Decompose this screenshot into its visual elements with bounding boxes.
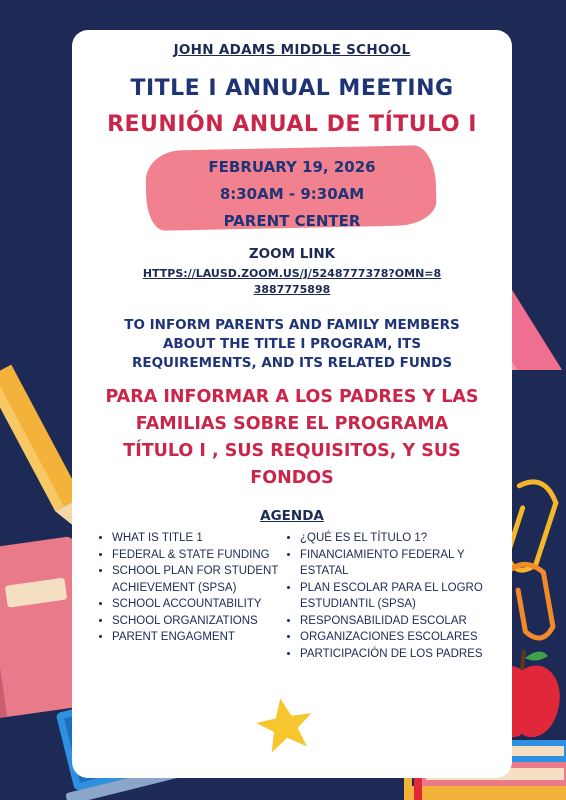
agenda-list-english <box>98 530 288 646</box>
list-item: • FINANCIAMIENTO FEDERAL Y ESTATAL <box>300 547 496 580</box>
list-item: • SCHOOL ACCOUNTABILITY <box>112 596 288 613</box>
zoom-link[interactable]: HTTPS://LAUSD.ZOOM.US/J/5248777378?OMN=83887775898 <box>142 267 442 296</box>
event-time: 8:30AM - 9:30AM <box>219 185 365 203</box>
list-item: • PARTICIPACIÓN DE LOS PADRES <box>300 646 496 663</box>
agenda-heading: AGENDA <box>260 508 324 524</box>
meeting-title-spanish: REUNIÓN ANUAL DE TÍTULO I <box>107 112 477 137</box>
list-item: • PARENT ENGAGMENT <box>112 629 288 646</box>
purpose-english: TO INFORM PARENTS AND FAMILY MEMBERS ABOUT THE TITLE I PROGRAM, ITS REQUIREMENTS, AND ITS RELATED FUNDS <box>124 317 460 371</box>
list-item: • FEDERAL & STATE FUNDING <box>112 547 288 564</box>
flyer-card <box>72 30 512 778</box>
list-item: • ¿QUÉ ES EL TÍTULO 1? <box>300 530 496 547</box>
event-location: PARENT CENTER <box>223 212 361 230</box>
list-item: • SCHOOL ORGANIZATIONS <box>112 613 288 630</box>
purpose-spanish: PARA INFORMAR A LOS PADRES Y LAS FAMILIAS SOBRE EL PROGRAMA TÍTULO I , SUS REQUISITOS, Y SUS FONDOS <box>105 387 479 488</box>
list-item: • SCHOOL PLAN FOR STUDENT ACHIEVEMENT (SPSA) <box>112 563 288 596</box>
list-item: • ORGANIZACIONES ESCOLARES <box>300 629 496 646</box>
event-details <box>72 154 512 235</box>
zoom-label: ZOOM LINK <box>248 246 336 262</box>
list-item: • PLAN ESCOLAR PARA EL LOGRO ESTUDIANTIL (SPSA) <box>300 580 496 613</box>
event-date: FEBRUARY 19, 2026 <box>208 158 376 176</box>
star-icon <box>250 690 320 760</box>
school-name: JOHN ADAMS MIDDLE SCHOOL <box>173 42 411 58</box>
agenda-list-spanish <box>286 530 496 662</box>
list-item: • RESPONSABILIDAD ESCOLAR <box>300 613 496 630</box>
meeting-title-english: TITLE I ANNUAL MEETING <box>130 76 454 101</box>
list-item: • WHAT IS TITLE 1 <box>112 530 288 547</box>
